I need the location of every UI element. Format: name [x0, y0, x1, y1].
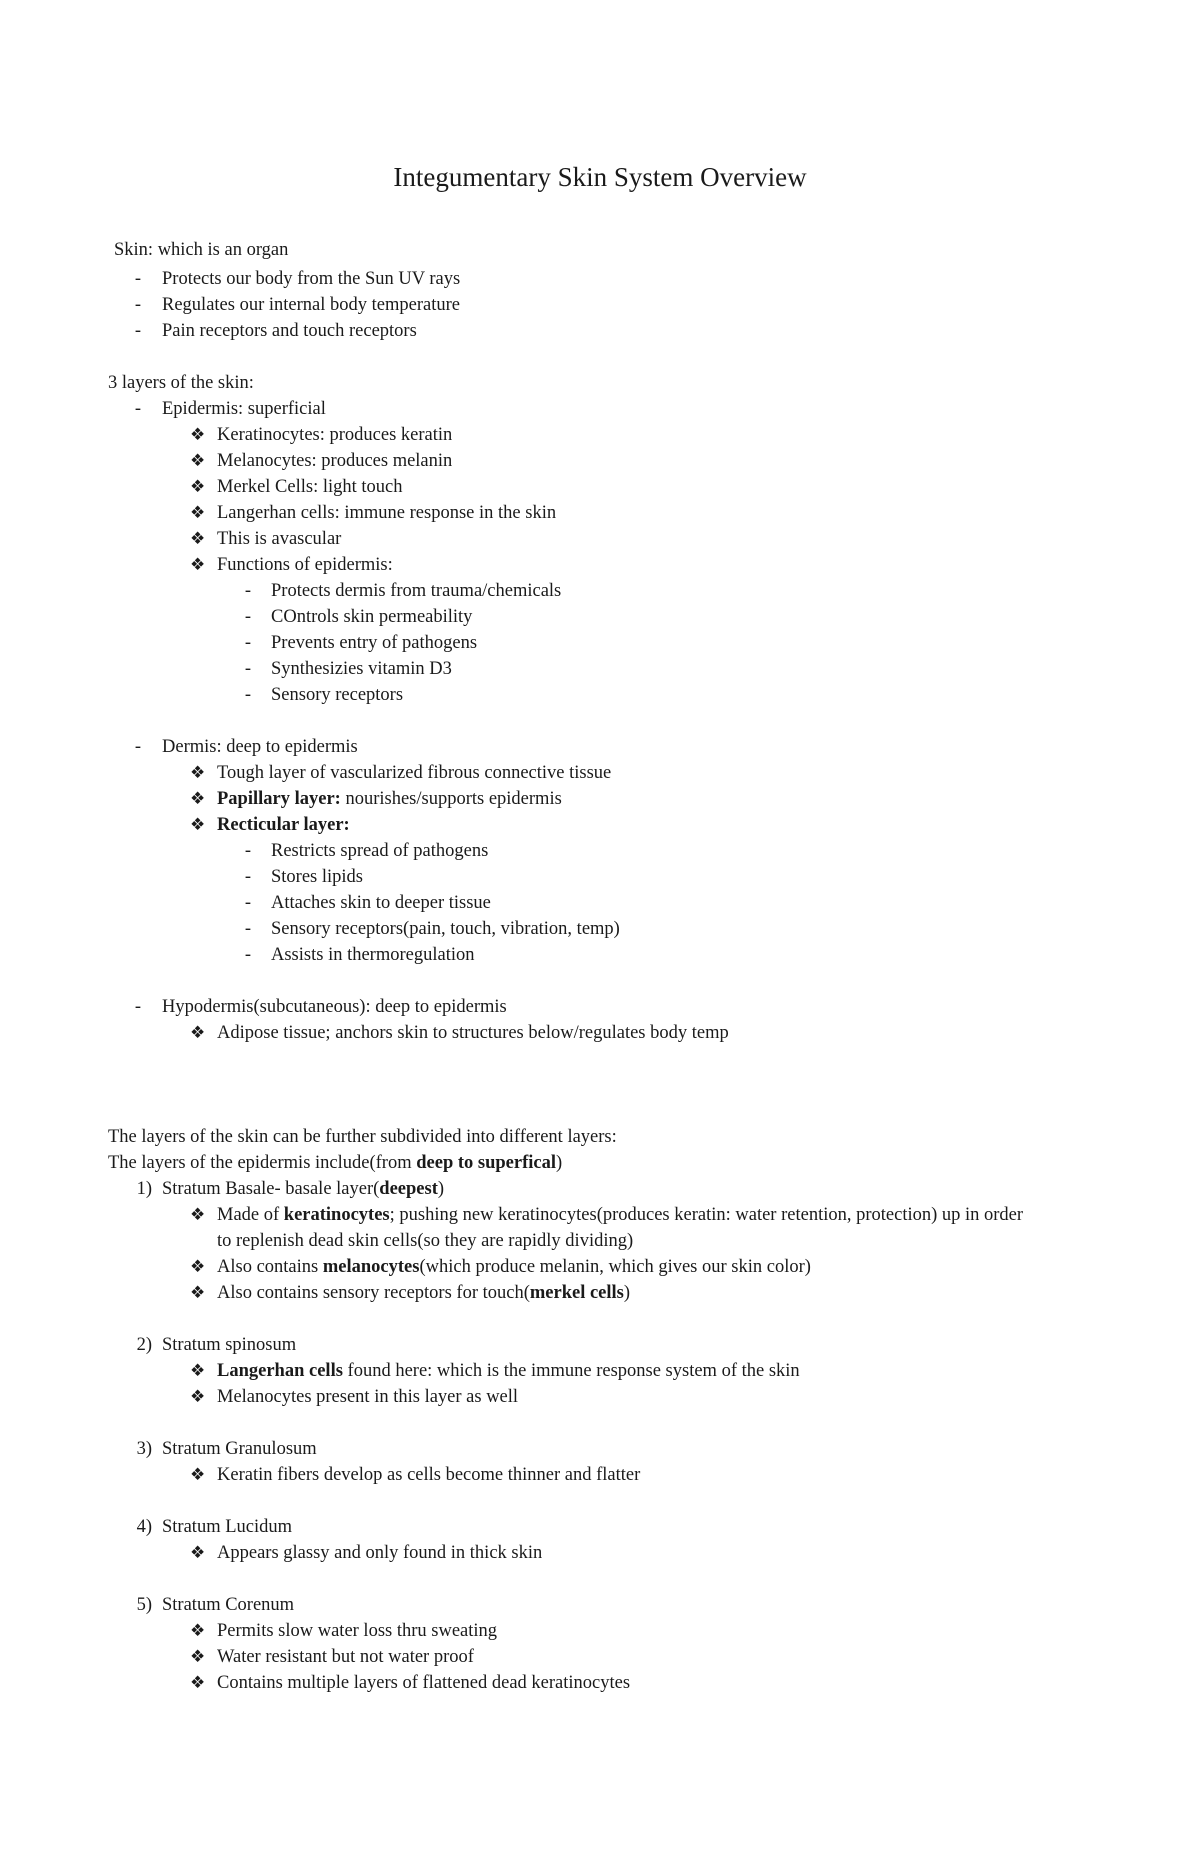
dash-bullet: -	[134, 269, 142, 289]
list-item: Water resistant but not water proof	[217, 1647, 474, 1667]
list-item: Keratin fibers develop as cells become thinner and flatter	[217, 1465, 641, 1485]
list-item: Tough layer of vascularized fibrous connective tissue	[217, 763, 612, 783]
list-item: Permits slow water loss thru sweating	[217, 1621, 498, 1641]
dash-bullet: -	[244, 893, 252, 913]
diamond-bullet-icon: ❖	[190, 1257, 206, 1276]
bold-term: Recticular layer:	[217, 815, 350, 835]
paragraph-line	[108, 1151, 562, 1175]
diamond-bullet-icon: ❖	[190, 1361, 206, 1380]
bold-term: keratinocytes	[283, 1205, 390, 1225]
dermis-label: Dermis: deep to epidermis	[162, 737, 358, 757]
diamond-bullet-icon: ❖	[190, 763, 206, 782]
list-item: Stores lipids	[271, 867, 363, 887]
list-item: Assists in thermoregulation	[271, 945, 475, 965]
list-item: Functions of epidermis:	[217, 555, 393, 575]
dash-bullet: -	[244, 685, 252, 705]
list-item-continuation: to replenish dead skin cells(so they are rapidly dividing)	[217, 1231, 634, 1251]
bold-term: deepest	[379, 1179, 438, 1199]
list-item: COntrols skin permeability	[271, 607, 473, 627]
list-item: Prevents entry of pathogens	[271, 633, 478, 653]
list-item: Regulates our internal body temperature	[162, 295, 460, 315]
skin-heading: Skin: which is an organ	[114, 240, 289, 260]
diamond-bullet-icon: ❖	[190, 1023, 206, 1042]
dash-bullet: -	[134, 399, 142, 419]
list-item: Sensory receptors	[271, 685, 404, 705]
diamond-bullet-icon: ❖	[190, 1283, 206, 1302]
dash-bullet: -	[134, 321, 142, 341]
dash-bullet: -	[134, 737, 142, 757]
text: )	[437, 1179, 445, 1199]
list-item: Appears glassy and only found in thick skin	[217, 1543, 543, 1563]
stratum-title: Stratum Granulosum	[162, 1439, 317, 1459]
list-item: This is avascular	[217, 529, 342, 549]
text: (which produce melanin, which gives our skin color)	[419, 1257, 811, 1277]
layers-heading: 3 layers of the skin:	[108, 373, 254, 393]
text: found here: which is the immune response system of the skin	[342, 1361, 800, 1381]
diamond-bullet-icon: ❖	[190, 503, 206, 522]
diamond-bullet-icon: ❖	[190, 1465, 206, 1484]
diamond-bullet-icon: ❖	[190, 1205, 206, 1224]
list-number: 4)	[136, 1517, 152, 1537]
list-item	[217, 813, 350, 837]
dash-bullet: -	[134, 295, 142, 315]
dash-bullet: -	[244, 945, 252, 965]
item-text: nourishes/supports epidermis	[340, 789, 562, 809]
list-item: Melanocytes: produces melanin	[217, 451, 453, 471]
diamond-bullet-icon: ❖	[190, 425, 206, 444]
dash-bullet: -	[134, 997, 142, 1017]
list-item: Langerhan cells: immune response in the skin	[217, 503, 557, 523]
text: Also contains sensory receptors for touch(	[217, 1283, 530, 1303]
list-item	[217, 787, 562, 811]
diamond-bullet-icon: ❖	[190, 815, 206, 834]
text: ; pushing new keratinocytes(produces keratin: water retention, protection) up in order	[389, 1205, 1024, 1225]
diamond-bullet-icon: ❖	[190, 451, 206, 470]
list-item: Melanocytes present in this layer as well	[217, 1387, 519, 1407]
text: Stratum Basale- basale layer(	[162, 1179, 380, 1199]
text: )	[556, 1153, 563, 1173]
dash-bullet: -	[244, 867, 252, 887]
list-item: Sensory receptors(pain, touch, vibration, temp)	[271, 919, 620, 939]
list-item: Protects dermis from trauma/chemicals	[271, 581, 562, 601]
list-item: Contains multiple layers of flattened dead keratinocytes	[217, 1673, 631, 1693]
diamond-bullet-icon: ❖	[190, 1387, 206, 1406]
diamond-bullet-icon: ❖	[190, 1621, 206, 1640]
diamond-bullet-icon: ❖	[190, 529, 206, 548]
dash-bullet: -	[244, 841, 252, 861]
diamond-bullet-icon: ❖	[190, 477, 206, 496]
epidermis-label: Epidermis: superficial	[162, 399, 326, 419]
text: Made of	[217, 1205, 284, 1225]
list-number: 2)	[136, 1335, 152, 1355]
dash-bullet: -	[244, 607, 252, 627]
stratum-title: Stratum spinosum	[162, 1335, 297, 1355]
diamond-bullet-icon: ❖	[190, 1647, 206, 1666]
hypodermis-label: Hypodermis(subcutaneous): deep to epidermis	[162, 997, 507, 1017]
list-item	[217, 1255, 811, 1279]
list-item: Protects our body from the Sun UV rays	[162, 269, 461, 289]
diamond-bullet-icon: ❖	[190, 1543, 206, 1562]
stratum-title: Stratum Corenum	[162, 1595, 295, 1615]
dash-bullet: -	[244, 633, 252, 653]
dash-bullet: -	[244, 659, 252, 679]
dash-bullet: -	[244, 919, 252, 939]
list-item	[217, 1281, 630, 1305]
paragraph-line: The layers of the skin can be further subdivided into different layers:	[108, 1127, 617, 1147]
bold-term: Langerhan cells	[217, 1361, 343, 1381]
list-item: Merkel Cells: light touch	[217, 477, 403, 497]
text: Also contains	[217, 1257, 323, 1277]
bold-term: melanocytes	[322, 1257, 420, 1277]
diamond-bullet-icon: ❖	[190, 1673, 206, 1692]
dash-bullet: -	[244, 581, 252, 601]
list-item	[217, 1203, 1023, 1227]
bold-term: Papillary layer:	[217, 789, 341, 809]
list-number: 1)	[136, 1179, 152, 1199]
list-item: Pain receptors and touch receptors	[162, 321, 417, 341]
text: )	[623, 1283, 631, 1303]
list-item: Synthesizies vitamin D3	[271, 659, 452, 679]
diamond-bullet-icon: ❖	[190, 555, 206, 574]
list-item	[217, 1359, 800, 1383]
text: The layers of the epidermis include(from	[108, 1153, 417, 1173]
bold-term: deep to superfical	[416, 1153, 556, 1173]
stratum-title: Stratum Lucidum	[162, 1517, 292, 1537]
list-item: Restricts spread of pathogens	[271, 841, 489, 861]
list-number: 3)	[136, 1439, 152, 1459]
stratum-title	[162, 1177, 444, 1201]
list-item: Attaches skin to deeper tissue	[271, 893, 491, 913]
list-number: 5)	[136, 1595, 152, 1615]
list-item: Keratinocytes: produces keratin	[217, 425, 453, 445]
page-title: Integumentary Skin System Overview	[393, 162, 807, 192]
list-item: Adipose tissue; anchors skin to structures below/regulates body temp	[217, 1023, 729, 1043]
diamond-bullet-icon: ❖	[190, 789, 206, 808]
bold-term: merkel cells	[529, 1283, 624, 1303]
